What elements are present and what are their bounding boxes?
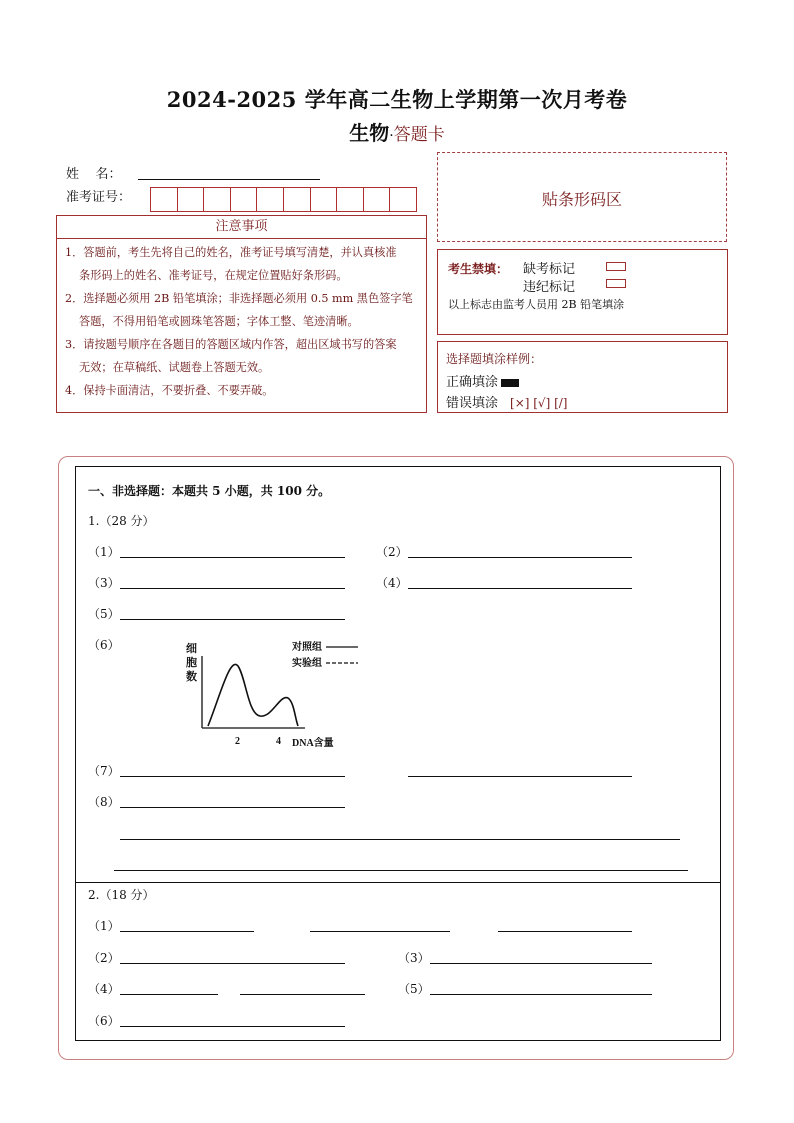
- absent-mark-label: 缺考标记: [523, 262, 576, 277]
- id-cell[interactable]: [204, 188, 231, 211]
- q1-label-4: （4）: [376, 576, 408, 590]
- note-line: 1．答题前，考生先将自己的姓名，准考证号填写清楚，并认真核准: [65, 246, 397, 259]
- id-cell[interactable]: [337, 188, 364, 211]
- q2-answer-line-4a[interactable]: [120, 993, 218, 995]
- q1-label-6: （6）: [88, 638, 120, 652]
- legend-experiment: 实验组: [292, 658, 322, 669]
- q2-label-5: （5）: [398, 982, 430, 996]
- q2-answer-line-1a[interactable]: [120, 930, 254, 932]
- q2-answer-line-4b[interactable]: [240, 993, 365, 995]
- correct-fill-mark: [501, 379, 519, 387]
- q2-label-1: （1）: [88, 919, 120, 933]
- q1-title: 1.（28 分）: [88, 514, 155, 528]
- notes-box: [56, 215, 427, 413]
- exam-id-boxes[interactable]: [150, 187, 417, 212]
- q1-answer-line-8a[interactable]: [120, 806, 345, 808]
- note-line: 2．选择题必须用 2B 铅笔填涂；非选择题必须用 0.5 mm 黑色签字笔: [65, 292, 413, 305]
- q1-label-2: （2）: [376, 545, 408, 559]
- id-cell[interactable]: [284, 188, 311, 211]
- q1-answer-line-8b[interactable]: [120, 838, 680, 840]
- q2-title: 2.（18 分）: [88, 888, 155, 902]
- forbid-note: 以上标志由监考人员用 2B 铅笔填涂: [448, 298, 625, 311]
- graph-ylabel-2: 胞: [186, 657, 197, 669]
- exam-id-label: 准考证号：: [66, 190, 132, 205]
- control-curve: [208, 664, 298, 726]
- wrong-fill-row: [446, 392, 567, 411]
- id-cell[interactable]: [311, 188, 338, 211]
- id-cell[interactable]: [257, 188, 284, 211]
- graph-ylabel-3: 数: [186, 671, 197, 683]
- barcode-label: 贴条形码区: [541, 190, 622, 209]
- fill-sample-label: 选择题填涂样例：: [446, 352, 543, 366]
- exam-subtitle: [0, 117, 794, 146]
- graph-xlabel: DNA含量: [292, 738, 334, 749]
- graph-tick-4: 4: [276, 736, 281, 747]
- subject-name: 生物: [349, 121, 390, 145]
- note-line: 3．请按题号顺序在各题目的答题区域内作答，超出区域书写的答案: [65, 338, 397, 351]
- answer-card-label: 答题卡: [393, 125, 445, 145]
- q2-answer-line-1b[interactable]: [310, 930, 450, 932]
- note-line: 答题，不得用铅笔或圆珠笔答题；字体工整、笔迹清晰。: [79, 315, 359, 328]
- subtitle-dot: ·: [389, 128, 394, 144]
- id-cell[interactable]: [364, 188, 391, 211]
- q1-answer-line-8c[interactable]: [114, 869, 688, 871]
- q1-answer-line-1[interactable]: [120, 556, 345, 558]
- wrong-fill-marks: [×] [√] [/]: [510, 396, 568, 410]
- q1-label-5: （5）: [88, 607, 120, 621]
- q2-label-6: （6）: [88, 1014, 120, 1028]
- correct-fill-row: [446, 371, 519, 390]
- section-heading: 一、非选择题：本题共 5 小题，共 100 分。: [88, 484, 331, 498]
- q1-label-1: （1）: [88, 545, 120, 559]
- fill-sample-box: [437, 341, 728, 413]
- q1-answer-line-4[interactable]: [408, 587, 632, 589]
- wrong-fill-label: 错误填涂: [446, 396, 499, 411]
- id-cell[interactable]: [231, 188, 258, 211]
- note-line: 条形码上的姓名、准考证号，在规定位置贴好条形码。: [79, 269, 348, 282]
- name-field[interactable]: [138, 178, 320, 180]
- note-line: 无效；在草稿纸、试题卷上答题无效。: [79, 361, 270, 374]
- correct-fill-label: 正确填涂: [446, 375, 499, 390]
- name-label: 姓 名：: [66, 167, 122, 182]
- q2-label-4: （4）: [88, 982, 120, 996]
- q2-label-2: （2）: [88, 951, 120, 965]
- q1-label-8: （8）: [88, 795, 120, 809]
- legend-control: 对照组: [292, 642, 322, 653]
- examinee-forbid-box: [437, 249, 728, 335]
- q1-answer-line-7a[interactable]: [120, 775, 345, 777]
- violation-mark-label: 违纪标记: [523, 280, 576, 295]
- id-cell[interactable]: [178, 188, 205, 211]
- q1-answer-line-5[interactable]: [120, 618, 345, 620]
- forbid-label: 考生禁填：: [448, 262, 509, 276]
- q2-answer-line-1c[interactable]: [498, 930, 632, 932]
- q2-answer-line-6[interactable]: [120, 1025, 345, 1027]
- q1-answer-line-3[interactable]: [120, 587, 345, 589]
- q1-label-7: （7）: [88, 764, 120, 778]
- violation-mark-box[interactable]: [606, 279, 626, 288]
- graph-ylabel-1: 细: [186, 643, 197, 655]
- note-line: 4．保持卡面清洁，不要折叠、不要弄破。: [65, 384, 274, 397]
- id-cell[interactable]: [390, 188, 416, 211]
- q1-label-3: （3）: [88, 576, 120, 590]
- question-divider: [75, 882, 721, 883]
- q2-answer-line-5[interactable]: [430, 993, 652, 995]
- q2-label-3: （3）: [398, 951, 430, 965]
- graph-tick-2: 2: [235, 736, 240, 747]
- q2-answer-line-3[interactable]: [430, 962, 652, 964]
- absent-mark-box[interactable]: [606, 262, 626, 271]
- q1-answer-line-2[interactable]: [408, 556, 632, 558]
- q1-answer-line-7b[interactable]: [408, 775, 632, 777]
- notes-heading: 注意事项: [57, 216, 426, 239]
- barcode-area: [437, 152, 727, 242]
- q2-answer-line-2[interactable]: [120, 962, 345, 964]
- exam-title: 2024-2025 学年高二生物上学期第一次月考卷: [166, 87, 628, 112]
- id-cell[interactable]: [151, 188, 178, 211]
- dna-content-graph[interactable]: [180, 636, 360, 751]
